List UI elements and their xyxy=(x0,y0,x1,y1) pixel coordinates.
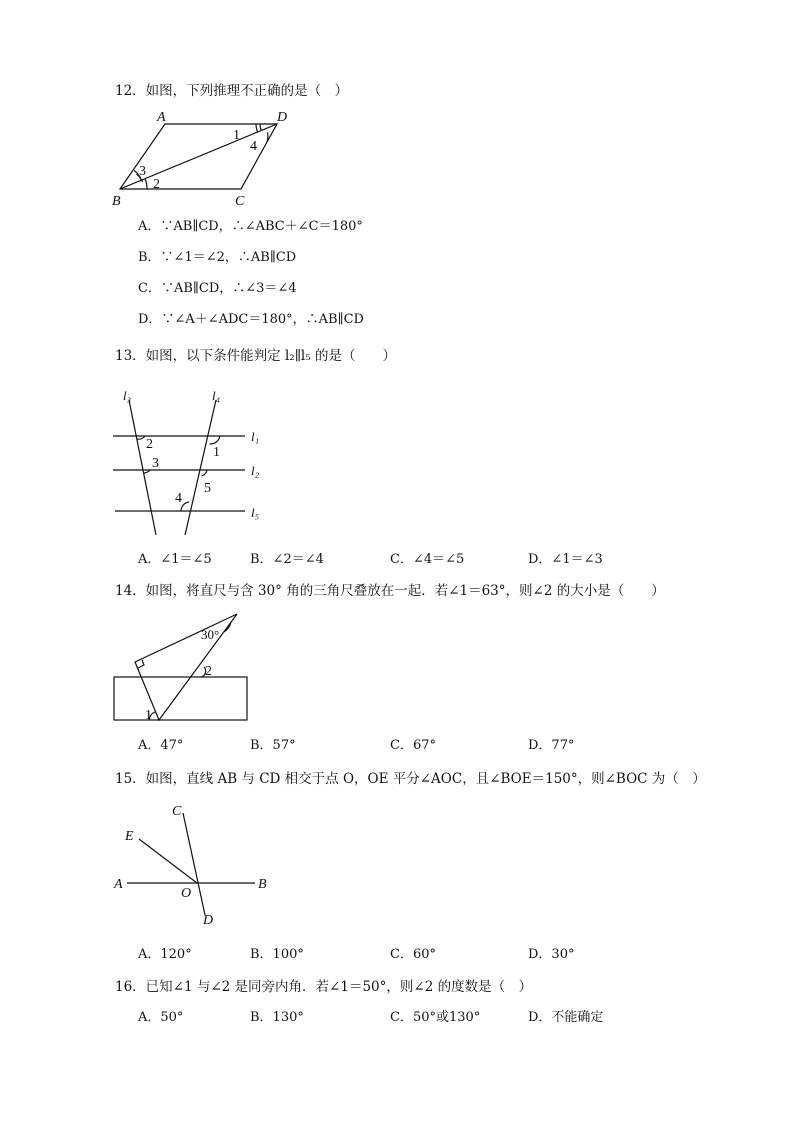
q16-option-a[interactable]: A．50° xyxy=(138,1010,184,1025)
q15-option-b[interactable]: B．100° xyxy=(250,947,304,962)
q13-option-d[interactable]: D．∠1＝∠3 xyxy=(528,552,603,567)
q13-label-4: 4 xyxy=(175,491,182,506)
q16-option-d[interactable]: D．不能确定 xyxy=(528,1010,604,1025)
q13-stem: 13．如图，以下条件能判定 l₂∥l₅ 的是（ ） xyxy=(115,348,396,364)
q14-option-d[interactable]: D．77° xyxy=(528,738,575,753)
q12-stem: 12．如图，下列推理不正确的是（ ） xyxy=(115,83,349,99)
q13-label-l5: l₅ xyxy=(251,505,260,520)
q15-option-d[interactable]: D．30° xyxy=(528,947,575,962)
q13-label-l1: l₁ xyxy=(251,429,260,444)
q16-option-b[interactable]: B．130° xyxy=(250,1010,304,1025)
q15-option-a[interactable]: A．120° xyxy=(138,947,192,962)
q14-option-c[interactable]: C．67° xyxy=(390,738,436,753)
q14-option-a[interactable]: A．47° xyxy=(138,738,184,753)
q12-label-A: A xyxy=(157,110,166,125)
q15-label-D: D xyxy=(203,913,214,928)
q16-option-c[interactable]: C．50°或130° xyxy=(390,1010,481,1025)
q14-figure-ruler-triangle xyxy=(105,606,255,726)
q15-figure-intersecting-lines xyxy=(105,798,280,933)
q15-label-B: B xyxy=(258,877,267,892)
q13-label-l4: l₄ xyxy=(212,388,221,403)
q12-label-C: C xyxy=(235,194,245,209)
q12-option-a[interactable]: A．∵AB∥CD，∴∠ABC＋∠C＝180° xyxy=(138,219,363,234)
q13-option-c[interactable]: C．∠4＝∠5 xyxy=(390,552,465,567)
q15-label-C: C xyxy=(172,804,182,819)
q16-stem: 16．已知∠1 与∠2 是同旁内角．若∠1＝50°，则∠2 的度数是（ ） xyxy=(115,979,533,995)
q13-label-1-2: 2 xyxy=(146,437,153,452)
q12-label-B: B xyxy=(112,194,121,209)
q13-label-5: 5 xyxy=(204,481,211,496)
q15-option-c[interactable]: C．60° xyxy=(390,947,436,962)
q14-label-30deg: 30° xyxy=(201,627,220,642)
q13-option-b[interactable]: B．∠2＝∠4 xyxy=(250,552,324,567)
q14-label-1: 1 xyxy=(145,708,152,723)
q12-label-4: 4 xyxy=(250,139,257,154)
q12-option-b[interactable]: B．∵∠1＝∠2，∴AB∥CD xyxy=(138,250,297,265)
q12-option-d[interactable]: D．∵∠A＋∠ADC＝180°，∴AB∥CD xyxy=(138,312,364,327)
q13-label-3: 3 xyxy=(152,456,159,471)
q14-stem: 14．如图，将直尺与含 30° 角的三角尺叠放在一起．若∠1＝63°，则∠2 的大小是（ ） xyxy=(115,583,665,599)
q12-label-2: 2 xyxy=(153,177,160,192)
q12-label-3: 3 xyxy=(139,164,146,179)
q15-label-O: O xyxy=(181,886,192,901)
q13-label-1: 1 xyxy=(213,445,220,460)
q15-label-E: E xyxy=(125,829,134,844)
q15-stem: 15．如图，直线 AB 与 CD 相交于点 O，OE 平分∠AOC，且∠BOE＝150°，则∠BOC 为（ ） xyxy=(115,771,706,787)
q15-label-A: A xyxy=(114,877,123,892)
q12-figure-parallelogram xyxy=(105,106,305,211)
q12-label-1: 1 xyxy=(233,128,240,143)
q12-label-D: D xyxy=(277,110,288,125)
q13-label-l3: l₃ xyxy=(123,388,132,403)
q14-label-2: 2 xyxy=(205,664,212,679)
q14-option-b[interactable]: B．57° xyxy=(250,738,296,753)
q13-figure-lines xyxy=(105,380,275,540)
q13-label-l2: l₂ xyxy=(251,463,260,478)
q12-option-c[interactable]: C．∵AB∥CD，∴∠3＝∠4 xyxy=(138,281,297,296)
q13-option-a[interactable]: A．∠1＝∠5 xyxy=(138,552,212,567)
